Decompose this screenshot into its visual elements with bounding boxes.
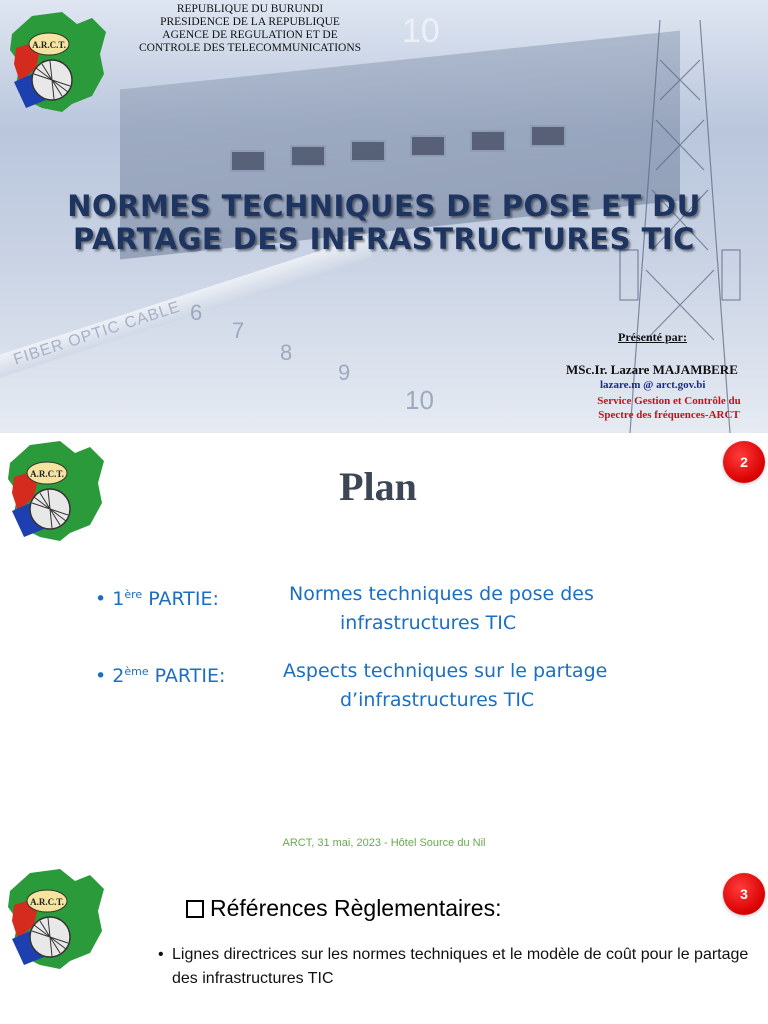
arct-logo — [0, 863, 110, 971]
plan-item-part — [95, 580, 219, 614]
service-line: Spectre des fréquences-ARCT — [598, 409, 740, 421]
bullet: • — [95, 588, 107, 610]
reference-item-text: Lignes directrices sur les normes techniques et le modèle de coût pour le partage des infrastructures TIC — [172, 946, 749, 987]
background-number: 10 — [405, 385, 434, 415]
background-port — [470, 130, 506, 152]
service-line: Service Gestion et Contrôle du — [597, 395, 741, 407]
background-number: 6 — [190, 300, 203, 325]
background-number: 9 — [338, 360, 351, 385]
presented-by-label: Présenté par: — [618, 330, 687, 344]
part-superscript: ème — [124, 665, 149, 678]
checkbox-bullet-icon — [186, 900, 204, 918]
background-number: 8 — [280, 340, 293, 365]
slide-footer: ARCT, 31 mai, 2023 - Hôtel Source du Nil — [282, 837, 486, 849]
references-heading-text: Références Règlementaires: — [210, 895, 502, 921]
background-port — [230, 150, 266, 172]
plan-item-description: infrastructures TIC — [340, 612, 517, 634]
part-number: 2 — [112, 665, 125, 687]
background-cable-label: FIBER OPTIC CABLE — [11, 298, 183, 369]
references-slide — [0, 863, 768, 1024]
plan-item — [95, 657, 695, 717]
bullet: • — [158, 946, 164, 963]
header-line: AGENCE DE REGULATION ET DE — [162, 29, 338, 41]
background-port — [350, 140, 386, 162]
plan-item-description: Normes techniques de pose des — [289, 583, 594, 605]
plan-item-description: d’infrastructures TIC — [340, 689, 535, 711]
presenter-email: lazare.m @ arct.gov.bi — [600, 379, 706, 391]
background-number: 10 — [402, 12, 440, 50]
part-number: 1 — [112, 588, 125, 610]
plan-item-part — [95, 657, 225, 691]
header-line: CONTROLE DES TELECOMMUNICATIONS — [138, 42, 362, 54]
background-port — [290, 145, 326, 167]
organization-header — [130, 3, 370, 55]
background-port — [410, 135, 446, 157]
slide-title: Plan — [339, 464, 417, 509]
bullet: • — [95, 665, 107, 687]
page-number-badge: 3 — [723, 873, 765, 915]
page-number-badge: 2 — [723, 441, 765, 483]
references-heading — [186, 895, 501, 922]
logo-text: A.R.C.T. — [30, 897, 64, 907]
background-number: 7 — [232, 318, 245, 343]
part-label: PARTIE: — [148, 588, 219, 610]
title-line: NORMES TECHNIQUES DE POSE ET DU — [67, 189, 701, 223]
presenter-service — [574, 394, 764, 422]
header-line: PRESIDENCE DE LA REPUBLIQUE — [160, 16, 340, 28]
background-cable — [0, 236, 373, 387]
part-superscript: ère — [124, 588, 143, 601]
logo-text: A.R.C.T. — [30, 469, 64, 479]
title-line: PARTAGE DES INFRASTRUCTURES TIC — [73, 222, 695, 256]
header-line: REPUBLIQUE DU BURUNDI — [176, 3, 324, 15]
presenter-name: MSc.Ir. Lazare MAJAMBERE — [566, 362, 738, 377]
plan-item-description: Aspects techniques sur le partage — [283, 660, 608, 682]
plan-slide — [0, 433, 768, 863]
arct-logo — [2, 4, 112, 114]
plan-item — [95, 580, 695, 640]
background-port — [530, 125, 566, 147]
reference-item — [158, 943, 758, 991]
part-label: PARTIE: — [154, 665, 226, 687]
title-slide — [0, 0, 768, 433]
logo-text: A.R.C.T. — [32, 40, 66, 50]
presentation-title — [0, 190, 768, 256]
